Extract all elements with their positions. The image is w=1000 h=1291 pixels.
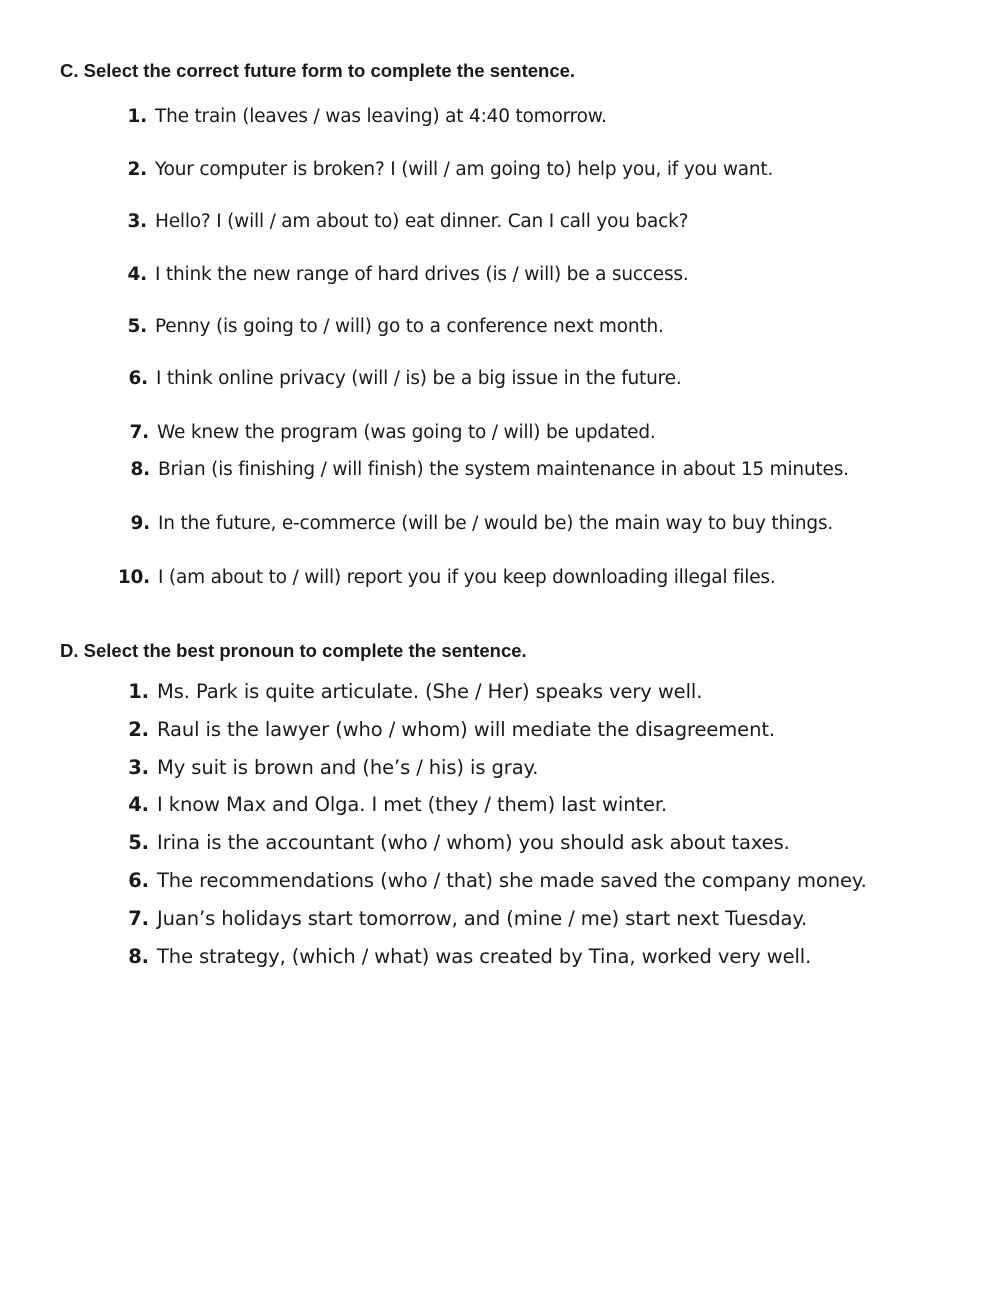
- list-item: [127, 211, 689, 232]
- list-item: [129, 422, 656, 443]
- list-item: [128, 945, 812, 968]
- item-number: 8.: [128, 945, 149, 968]
- item-text: Juan’s holidays start tomorrow, and (mine / me) start next Tuesday.: [157, 907, 808, 930]
- list-item: [128, 718, 775, 741]
- list-item: [127, 264, 689, 285]
- item-text: In the future, e-commerce (will be / would be) the main way to buy things.: [158, 513, 834, 534]
- list-item: [127, 159, 774, 180]
- item-number: 8.: [130, 459, 150, 480]
- item-text: Irina is the accountant (who / whom) you should ask about taxes.: [157, 831, 790, 854]
- item-text: Your computer is broken? I (will / am going to) help you, if you want.: [155, 159, 774, 180]
- item-number: 5.: [128, 831, 149, 854]
- list-item: [130, 513, 834, 534]
- item-text: The train (leaves / was leaving) at 4:40 tomorrow.: [155, 106, 607, 127]
- item-text: I think online privacy (will / is) be a big issue in the future.: [156, 368, 682, 389]
- item-text: The strategy, (which / what) was created by Tina, worked very well.: [157, 945, 812, 968]
- item-text: I know Max and Olga. I met (they / them) last winter.: [157, 793, 668, 816]
- item-text: I (am about to / will) report you if you keep downloading illegal files.: [158, 567, 776, 588]
- item-text: Brian (is finishing / will finish) the system maintenance in about 15 minutes.: [158, 459, 849, 480]
- item-text: We knew the program (was going to / will) be updated.: [157, 422, 656, 443]
- item-number: 2.: [127, 159, 147, 180]
- section-d-heading: D. Select the best pronoun to complete the sentence.: [60, 640, 527, 661]
- list-item: [117, 567, 776, 588]
- item-text: I think the new range of hard drives (is / will) be a success.: [155, 264, 689, 285]
- item-number: 7.: [129, 422, 149, 443]
- item-number: 1.: [127, 106, 147, 127]
- item-number: 4.: [128, 793, 149, 816]
- list-item: [127, 316, 664, 337]
- item-text: Ms. Park is quite articulate. (She / Her) speaks very well.: [157, 680, 703, 703]
- item-number: 1.: [128, 680, 149, 703]
- item-text: My suit is brown and (he’s / his) is gray.: [157, 756, 539, 779]
- item-number: 5.: [127, 316, 147, 337]
- item-number: 4.: [127, 264, 147, 285]
- list-item: [128, 793, 668, 816]
- item-text: Raul is the lawyer (who / whom) will mediate the disagreement.: [157, 718, 775, 741]
- item-text: Penny (is going to / will) go to a conference next month.: [155, 316, 664, 337]
- item-number: 6.: [128, 368, 148, 389]
- item-number: 2.: [128, 718, 149, 741]
- item-number: 7.: [128, 907, 149, 930]
- list-item: [127, 106, 607, 127]
- item-number: 9.: [130, 513, 150, 534]
- list-item: [128, 869, 867, 892]
- list-item: [128, 907, 808, 930]
- item-number: 3.: [127, 211, 147, 232]
- list-item: [128, 831, 790, 854]
- list-item: [128, 756, 539, 779]
- item-text: Hello? I (will / am about to) eat dinner. Can I call you back?: [155, 211, 689, 232]
- item-number: 6.: [128, 869, 149, 892]
- section-c-heading: C. Select the correct future form to complete the sentence.: [60, 60, 576, 81]
- item-text: The recommendations (who / that) she made saved the company money.: [157, 869, 867, 892]
- item-number: 3.: [128, 756, 149, 779]
- item-number: 10.: [117, 567, 150, 588]
- list-item: [128, 680, 703, 703]
- list-item: [128, 368, 682, 389]
- list-item: [130, 459, 849, 480]
